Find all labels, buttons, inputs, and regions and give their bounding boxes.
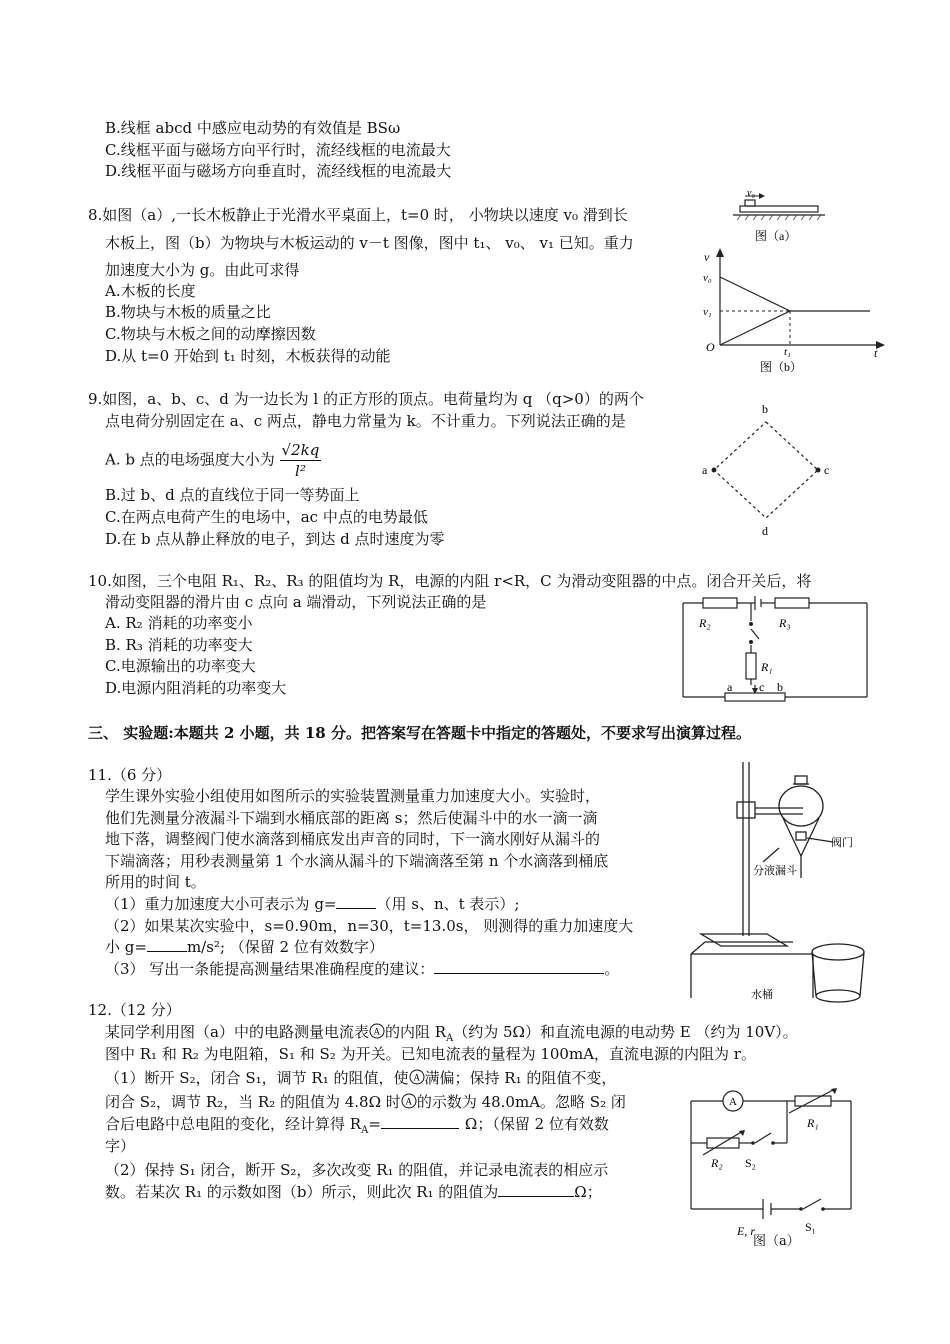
- q9-fig-d: d: [762, 524, 768, 538]
- q10-circuit-figure: [675, 593, 875, 705]
- q12-title: 12.（12 分）: [88, 1001, 181, 1019]
- q10-fig-r1: R₁: [761, 660, 773, 674]
- ammeter-icon-letter: A: [413, 1072, 420, 1083]
- q12-r1-blank[interactable]: [498, 1182, 574, 1197]
- ammeter-icon: [401, 1093, 417, 1109]
- q12-sub1-line4: 字）: [105, 1137, 136, 1155]
- q8-fig-a-caption: 图（a）: [755, 229, 797, 243]
- q9-option-a-fraction: [280, 440, 322, 481]
- q8-fig-b-origin: O: [706, 340, 715, 354]
- q12-p1-sub: A: [446, 1033, 454, 1044]
- ammeter-icon-letter: A: [405, 1096, 412, 1107]
- q12-fig-s2-label: S₂: [745, 1156, 756, 1170]
- q8-option-d: D.从 t=0 开始到 t₁ 时刻，木板获得的动能: [105, 347, 391, 365]
- q12-p8-text-b: Ω；: [574, 1183, 602, 1201]
- q10-fig-a: a: [727, 680, 733, 694]
- q12-p5-sub: A: [361, 1125, 369, 1136]
- q12-fig-r2-label: R₂: [711, 1156, 723, 1170]
- q8-fig-b-v-label: v: [704, 250, 710, 264]
- q11-sub1: [105, 894, 519, 914]
- q11-sub3-blank[interactable]: [434, 959, 604, 974]
- q8-stem-line3: 加速度大小为 g。由此可求得: [105, 261, 300, 279]
- q9-fig-b: b: [762, 402, 768, 416]
- q12-sub1-line3: [105, 1114, 609, 1141]
- q7-option-d: D.线框平面与磁场方向垂直时，流经线框的电流最大: [105, 162, 452, 180]
- q12-p1-text-a: 某同学利用图（a）中的电路测量电流表: [105, 1023, 369, 1041]
- q10-option-d: D.电源内阻消耗的功率变大: [105, 679, 287, 697]
- q11-sub3-end: 。: [604, 960, 620, 978]
- q11-para-line1: 学生课外实验小组使用如图所示的实验装置测量重力加速度大小。实验时，: [105, 787, 601, 805]
- q9-fig-c: c: [824, 463, 830, 477]
- q8-option-a: A.木板的长度: [105, 282, 196, 300]
- q12-p4-text-a: 闭合 S₂，调节 R₂，当 R₂ 的阻值为 4.8Ω 时: [105, 1093, 401, 1111]
- q12-sub1-line1: [105, 1068, 616, 1088]
- q9-option-a-text: A. b 点的电场强度大小为: [105, 450, 275, 469]
- q12-fig-ammeter-label: A: [729, 1096, 737, 1108]
- q9-option-d: D.在 b 点从静止释放的电子，到达 d 点时速度为零: [105, 530, 445, 548]
- q12-sub1-line2: [105, 1092, 626, 1112]
- ammeter-icon: [409, 1069, 425, 1085]
- q9-stem-line2: 点电荷分别固定在 a、c 两点，静电力常量为 k。不计重力。下列说法正确的是: [105, 412, 626, 430]
- q11-sub2-text: 小 g=: [105, 938, 147, 956]
- q11-fig-bucket-label: 水桶: [751, 989, 773, 1001]
- q9-option-a-numerator: √2kq: [281, 441, 320, 459]
- q12-fig-er-label: E, r: [737, 1224, 755, 1238]
- q8-fig-b-t-label: t: [874, 346, 878, 360]
- q8-fig-a-v0: v₀: [747, 188, 755, 199]
- ammeter-icon: [369, 1023, 385, 1039]
- q9-option-c: C.在两点电荷产生的电场中，ac 中点的电势最低: [105, 508, 428, 526]
- q8-figure-a: [725, 188, 835, 248]
- q9-square-figure: [700, 395, 840, 545]
- q10-fig-b: b: [777, 680, 783, 694]
- q12-fig-caption: 图（a）: [753, 1234, 800, 1249]
- q12-p3-text-b: 满偏；保持 R₁ 的阻值不变，: [424, 1069, 617, 1087]
- q10-option-c: C.电源输出的功率变大: [105, 657, 256, 675]
- q8-fig-b-v1-label: v₁: [703, 306, 712, 318]
- q10-fig-r3: R₃: [779, 616, 791, 630]
- q11-apparatus-figure: [683, 758, 873, 1003]
- q12-circuit-figure: [685, 1085, 860, 1245]
- q12-fig-r1-label: R₁: [807, 1116, 819, 1130]
- q11-fig-funnel-label: 分液漏斗: [753, 865, 797, 877]
- q12-sub2-line1: （2）保持 S₁ 闭合，断开 S₂，多次改变 R₁ 的阻值，并记录电流表的相应示: [105, 1161, 609, 1179]
- q12-p4-text-b: 的示数为 48.0mA。忽略 S₂ 闭: [416, 1093, 626, 1111]
- q12-p5-eq: =: [368, 1115, 381, 1133]
- q9-stem-line1: 9.如图，a、b、c、d 为一边长为 l 的正方形的顶点。电荷量均为 q （q>0）的两个: [88, 390, 644, 408]
- q11-sub1-hint: （用 s、n、t 表示）;: [376, 895, 520, 913]
- ammeter-icon-letter: A: [373, 1026, 380, 1037]
- q11-title: 11.（6 分）: [88, 766, 172, 784]
- q12-ra-blank[interactable]: [381, 1114, 459, 1129]
- q10-fig-c: c: [759, 680, 765, 694]
- q12-p5-text-a: 合后电路中总电阻的变化，经计算得 R: [105, 1115, 362, 1133]
- section-3-heading: 三、 实验题:本题共 2 小题，共 18 分。把答案写在答题卡中指定的答题处，不要求写出演算过程。: [88, 724, 751, 742]
- q9-option-b: B.过 b、d 点的直线位于同一等势面上: [105, 486, 360, 504]
- q11-para-line4: 下端滴落；用秒表测量第 1 个水滴从漏斗的下端滴落至第 n 个水滴落到桶底: [105, 852, 609, 870]
- q11-sub2-line2: [105, 937, 384, 957]
- q11-sub2-blank[interactable]: [147, 937, 187, 952]
- q11-fig-valve-label: 阀门: [831, 837, 853, 849]
- q10-fig-r2: R₂: [699, 616, 711, 630]
- q11-para-line2: 他们先测量分液漏斗下端到水桶底部的距离 s；然后使漏斗中的水一滴一滴: [105, 809, 598, 827]
- q12-p1-text-b: 的内阻 R: [384, 1023, 447, 1041]
- q12-sub2-line2: [105, 1182, 602, 1202]
- q8-option-c: C.物块与木板之间的动摩擦因数: [105, 325, 316, 343]
- q11-sub1-text: （1）重力加速度大小可表示为 g=: [105, 895, 337, 913]
- q11-sub2-line1: （2）如果某次实验中，s=0.90m，n=30，t=13.0s， 则测得的重力加速度大: [105, 917, 634, 935]
- q8-fig-b-v0-label: v₀: [703, 272, 712, 284]
- q9-fig-a: a: [702, 463, 708, 477]
- q7-option-b: B.线框 abcd 中感应电动势的有效值是 BSω: [105, 119, 401, 137]
- q11-sub1-blank[interactable]: [336, 894, 376, 909]
- q7-option-c: C.线框平面与磁场方向平行时，流经线框的电流最大: [105, 141, 451, 159]
- q8-stem-line2: 木板上，图（b）为物块与木板运动的 v－t 图像，图中 t₁、 v₀、 v₁ 已知。重力: [105, 234, 634, 252]
- q10-option-a: A. R₂ 消耗的功率变小: [105, 614, 253, 632]
- q11-para-line5: 所用的时间 t。: [105, 873, 206, 891]
- q8-figure-b: [698, 247, 888, 377]
- q10-stem-line2: 滑动变阻器的滑片由 c 点向 a 端滑动，下列说法正确的是: [105, 593, 487, 611]
- q11-para-line3: 地下落，调整阀门使水滴落到桶底发出声音的同时，下一滴水刚好从漏斗的: [105, 830, 601, 848]
- q10-option-b: B. R₃ 消耗的功率变大: [105, 636, 253, 654]
- q9-option-a: [105, 440, 321, 481]
- q12-p8-text-a: 数。若某次 R₁ 的示数如图（b）所示，则此次 R₁ 的阻值为: [105, 1183, 499, 1201]
- q8-stem-line1: 8.如图（a）,一长木板静止于光滑水平桌面上，t=0 时， 小物块以速度 v₀ 滑到长: [88, 206, 628, 224]
- q11-sub3: [105, 959, 619, 979]
- q11-sub2-unit: m/s²; （保留 2 位有效数字）: [186, 938, 384, 956]
- q12-para-line2: 图中 R₁ 和 R₂ 为电阻箱，S₁ 和 S₂ 为开关。已知电流表的量程为 100mA，直流电源的内阻为 r。: [105, 1045, 756, 1063]
- q8-option-b: B.物块与木板的质量之比: [105, 303, 271, 321]
- q11-sub3-text: （3） 写出一条能提高测量结果准确程度的建议：: [105, 960, 435, 978]
- q8-fig-b-t1-label: t₁: [784, 346, 791, 358]
- q12-fig-s1-label: S₁: [805, 1220, 816, 1234]
- q12-p5-text-c: Ω；（保留 2 位有效数: [464, 1115, 609, 1133]
- q10-stem-line1: 10.如图，三个电阻 R₁、R₂、R₃ 的阻值均为 R，电源的内阻 r<R，C 为滑动变阻器的中点。闭合开关后，将: [88, 572, 812, 590]
- q9-option-a-denominator: l²: [295, 462, 306, 480]
- q12-p3-text-a: （1）断开 S₂，闭合 S₁，调节 R₁ 的阻值，使: [105, 1069, 409, 1087]
- q12-p1-text-c: （约为 5Ω）和直流电源的电动势 E （约为 10V）。: [453, 1023, 798, 1041]
- q8-fig-b-caption: 图（b）: [760, 360, 803, 374]
